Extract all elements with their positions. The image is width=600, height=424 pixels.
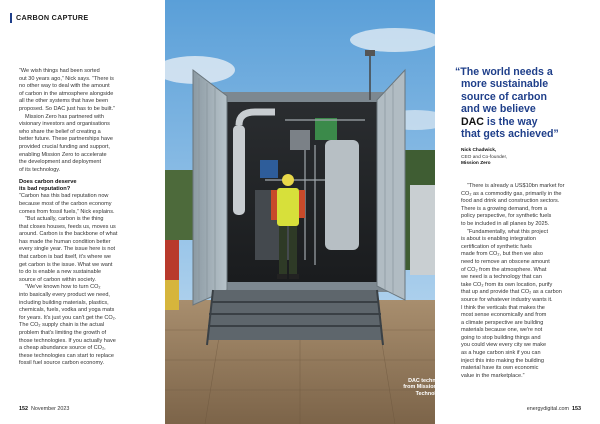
- text-line: a cheap abundance source of CO₂,: [19, 345, 106, 352]
- quote-dac: DAC: [461, 115, 484, 128]
- gauge-module: [290, 130, 310, 150]
- silver-pipe: [233, 125, 245, 215]
- text-line: better future. These partnerships have: [19, 136, 113, 143]
- worker-arm: [299, 190, 305, 218]
- quote-byline: [455, 148, 595, 167]
- text-line: “We've known how to turn CO₂: [25, 284, 101, 291]
- text-line: visionary investors and organisations: [19, 121, 110, 128]
- text-line: that up and provide that CO₂ as a carbon: [461, 289, 562, 296]
- text-line: food and drink and construction sectors.: [461, 198, 560, 205]
- photo-caption: [392, 378, 450, 397]
- text-line: to be included in all planes by 2025.: [461, 220, 550, 227]
- text-line: for years. It's just you can't get the CO₂.: [19, 314, 117, 321]
- text-line: you could view every city we make: [461, 342, 547, 349]
- issue-date: November 2023: [31, 406, 70, 412]
- text-line: provided crucial funding and support,: [19, 143, 110, 150]
- text-line: certification of synthetic fuels: [461, 243, 532, 250]
- pull-quote: [455, 66, 595, 140]
- blue-module: [260, 160, 278, 178]
- left-column: [19, 68, 161, 368]
- subheading: [19, 179, 161, 193]
- left-paragraph-4: [19, 216, 161, 284]
- text-line: every single year. The issue here is not: [19, 246, 116, 253]
- caption-line: Technologies: [415, 390, 450, 397]
- text-line: a climate perspective are building: [461, 319, 544, 326]
- text-line: source for whatever industry wants it.: [461, 296, 553, 303]
- text-line: “Fundamentally, what this project: [467, 228, 548, 235]
- text-line: that closes houses, feeds us, moves us: [19, 223, 116, 230]
- subheading-line: its bad reputation?: [19, 186, 71, 193]
- right-paragraph-1: [461, 183, 593, 229]
- quote-line: source of carbon: [461, 90, 547, 103]
- text-line: “There is already a US$10bn market for: [467, 183, 565, 189]
- text-line: fossil fuel source carbon economy.: [19, 360, 104, 367]
- left-paragraph-1: [19, 68, 161, 114]
- text-line: these technologies can start to replace: [19, 352, 114, 359]
- text-line: as a huge carbon sink if you can: [461, 350, 541, 357]
- site-url: energydigital.com: [526, 406, 569, 412]
- worker-boot: [277, 274, 287, 279]
- text-line: Mission Zero has partnered with: [25, 113, 104, 120]
- page-number-right: 153: [572, 406, 581, 412]
- lamp: [365, 50, 375, 56]
- quote-line-rest: is the way: [483, 115, 538, 128]
- text-line: has made the human condition better: [19, 238, 111, 245]
- byline-role: CEO and Co-founder,: [461, 154, 508, 160]
- text-line: that carbon is bad itself, it's where we: [19, 254, 112, 261]
- text-line: out 30 years ago,” Nick says. “There is: [19, 75, 114, 82]
- text-line: enabling Mission Zero to accelerate: [19, 151, 107, 158]
- section-tag: CARBON CAPTURE: [16, 13, 89, 22]
- stair-landing: [207, 290, 383, 340]
- quote-line: “The world needs a: [455, 66, 553, 78]
- text-line: materials because one, we're not: [461, 327, 543, 334]
- text-line: into basically every product we need,: [19, 292, 110, 299]
- text-line: get carbon is the issue. What we want: [19, 261, 113, 268]
- text-line: policy perspective, for synthetic fuels: [461, 213, 552, 220]
- caption-line: from Mission Zero: [403, 384, 450, 391]
- dac-unit-photo: [165, 0, 435, 424]
- text-line: proposed. So DAC just has to be built.”: [19, 105, 115, 112]
- text-line: of carbon in the atmosphere alongside: [19, 90, 114, 97]
- text-line: “But actually, carbon is the thing: [25, 216, 104, 223]
- left-paragraph-2: [19, 114, 161, 175]
- text-line: to do is enable a new sustainable: [19, 269, 102, 276]
- hi-vis-vest: [277, 188, 299, 226]
- text-line: There is a growing demand, from a: [461, 205, 548, 212]
- text-line: chemicals, fuels, vodka and yoga mats: [19, 307, 115, 314]
- green-pump: [315, 118, 337, 140]
- text-line: because most of the carbon economy: [19, 200, 112, 207]
- pull-quote-block: [455, 66, 595, 167]
- quote-line: more sustainable: [461, 78, 549, 91]
- text-line: the development and deployment: [19, 159, 102, 166]
- text-line: comes from fossil fuels,” Nick explains.: [19, 208, 115, 215]
- left-paragraph-3: [19, 193, 161, 216]
- text-line: take CO₂ from its own location, purify: [461, 281, 553, 288]
- text-line: of CO₂ from the atmosphere. What: [461, 266, 547, 273]
- footer-right: [527, 406, 581, 412]
- text-line: made from CO₂, but then we also: [461, 251, 544, 258]
- quote-line: and we believe: [461, 103, 536, 116]
- text-line: problem that's limiting the growth of: [19, 330, 107, 336]
- text-line: need to remove an obscene amount: [461, 258, 550, 265]
- subheading-line: Does carbon deserve: [19, 179, 77, 186]
- worker-boot: [289, 274, 299, 279]
- right-door: [377, 70, 405, 300]
- text-line: value in the marketplace.”: [461, 372, 525, 379]
- text-line: around. Carbon is the backbone of what: [19, 231, 118, 238]
- right-paragraph-2: [461, 229, 593, 381]
- text-line: all the other systems that have been: [19, 98, 109, 105]
- footer-left: [19, 406, 69, 412]
- text-line: going to stop building things and: [461, 334, 541, 341]
- building-right: [410, 185, 435, 275]
- left-paragraph-5: [19, 284, 161, 368]
- photo-illustration: [165, 0, 435, 424]
- text-line: material have its own economic: [461, 365, 539, 372]
- right-column: [461, 183, 593, 380]
- byline-org: Mission Zero: [461, 160, 491, 166]
- quote-line: [455, 116, 595, 128]
- hard-hat: [282, 174, 294, 186]
- text-line: including building materials, plastics,: [19, 299, 109, 306]
- text-line: “Carbon has this bad reputation now: [19, 193, 109, 200]
- text-line: CO₂ as a commodity gas, primarily in the: [461, 190, 562, 197]
- quote-line: that gets achieved”: [461, 128, 559, 141]
- red-equipment: [165, 240, 179, 280]
- text-line: those technologies. If you actually have: [19, 337, 116, 344]
- caption-line: DAC technology: [408, 378, 450, 384]
- worker-arm: [271, 190, 277, 220]
- text-line: source of carbon within society.: [19, 276, 96, 283]
- section-tag-bar: [10, 13, 12, 23]
- text-line: who share the belief of creating a: [19, 128, 101, 135]
- steel-tank: [325, 140, 359, 250]
- yellow-equipment: [165, 280, 179, 310]
- text-line: The CO₂ supply chain is the actual: [19, 322, 105, 329]
- text-line: I think the verticals that makes the: [461, 304, 545, 311]
- worker-leg: [279, 226, 287, 274]
- worker-leg: [289, 226, 297, 274]
- page-number-left: 152: [19, 406, 28, 412]
- text-line: we need is a technology that can: [461, 274, 542, 281]
- left-door: [193, 70, 227, 305]
- text-line: “We wish things had been sorted: [19, 68, 100, 74]
- text-line: most sense economically and from: [461, 312, 547, 319]
- text-line: is about is enabling integration: [461, 236, 536, 243]
- text-line: of its technology.: [19, 166, 61, 173]
- byline-name: Nick Chadwick,: [461, 148, 497, 154]
- text-line: no other way to deal with the amount: [19, 83, 110, 90]
- text-line: inject this into making the building: [461, 357, 544, 364]
